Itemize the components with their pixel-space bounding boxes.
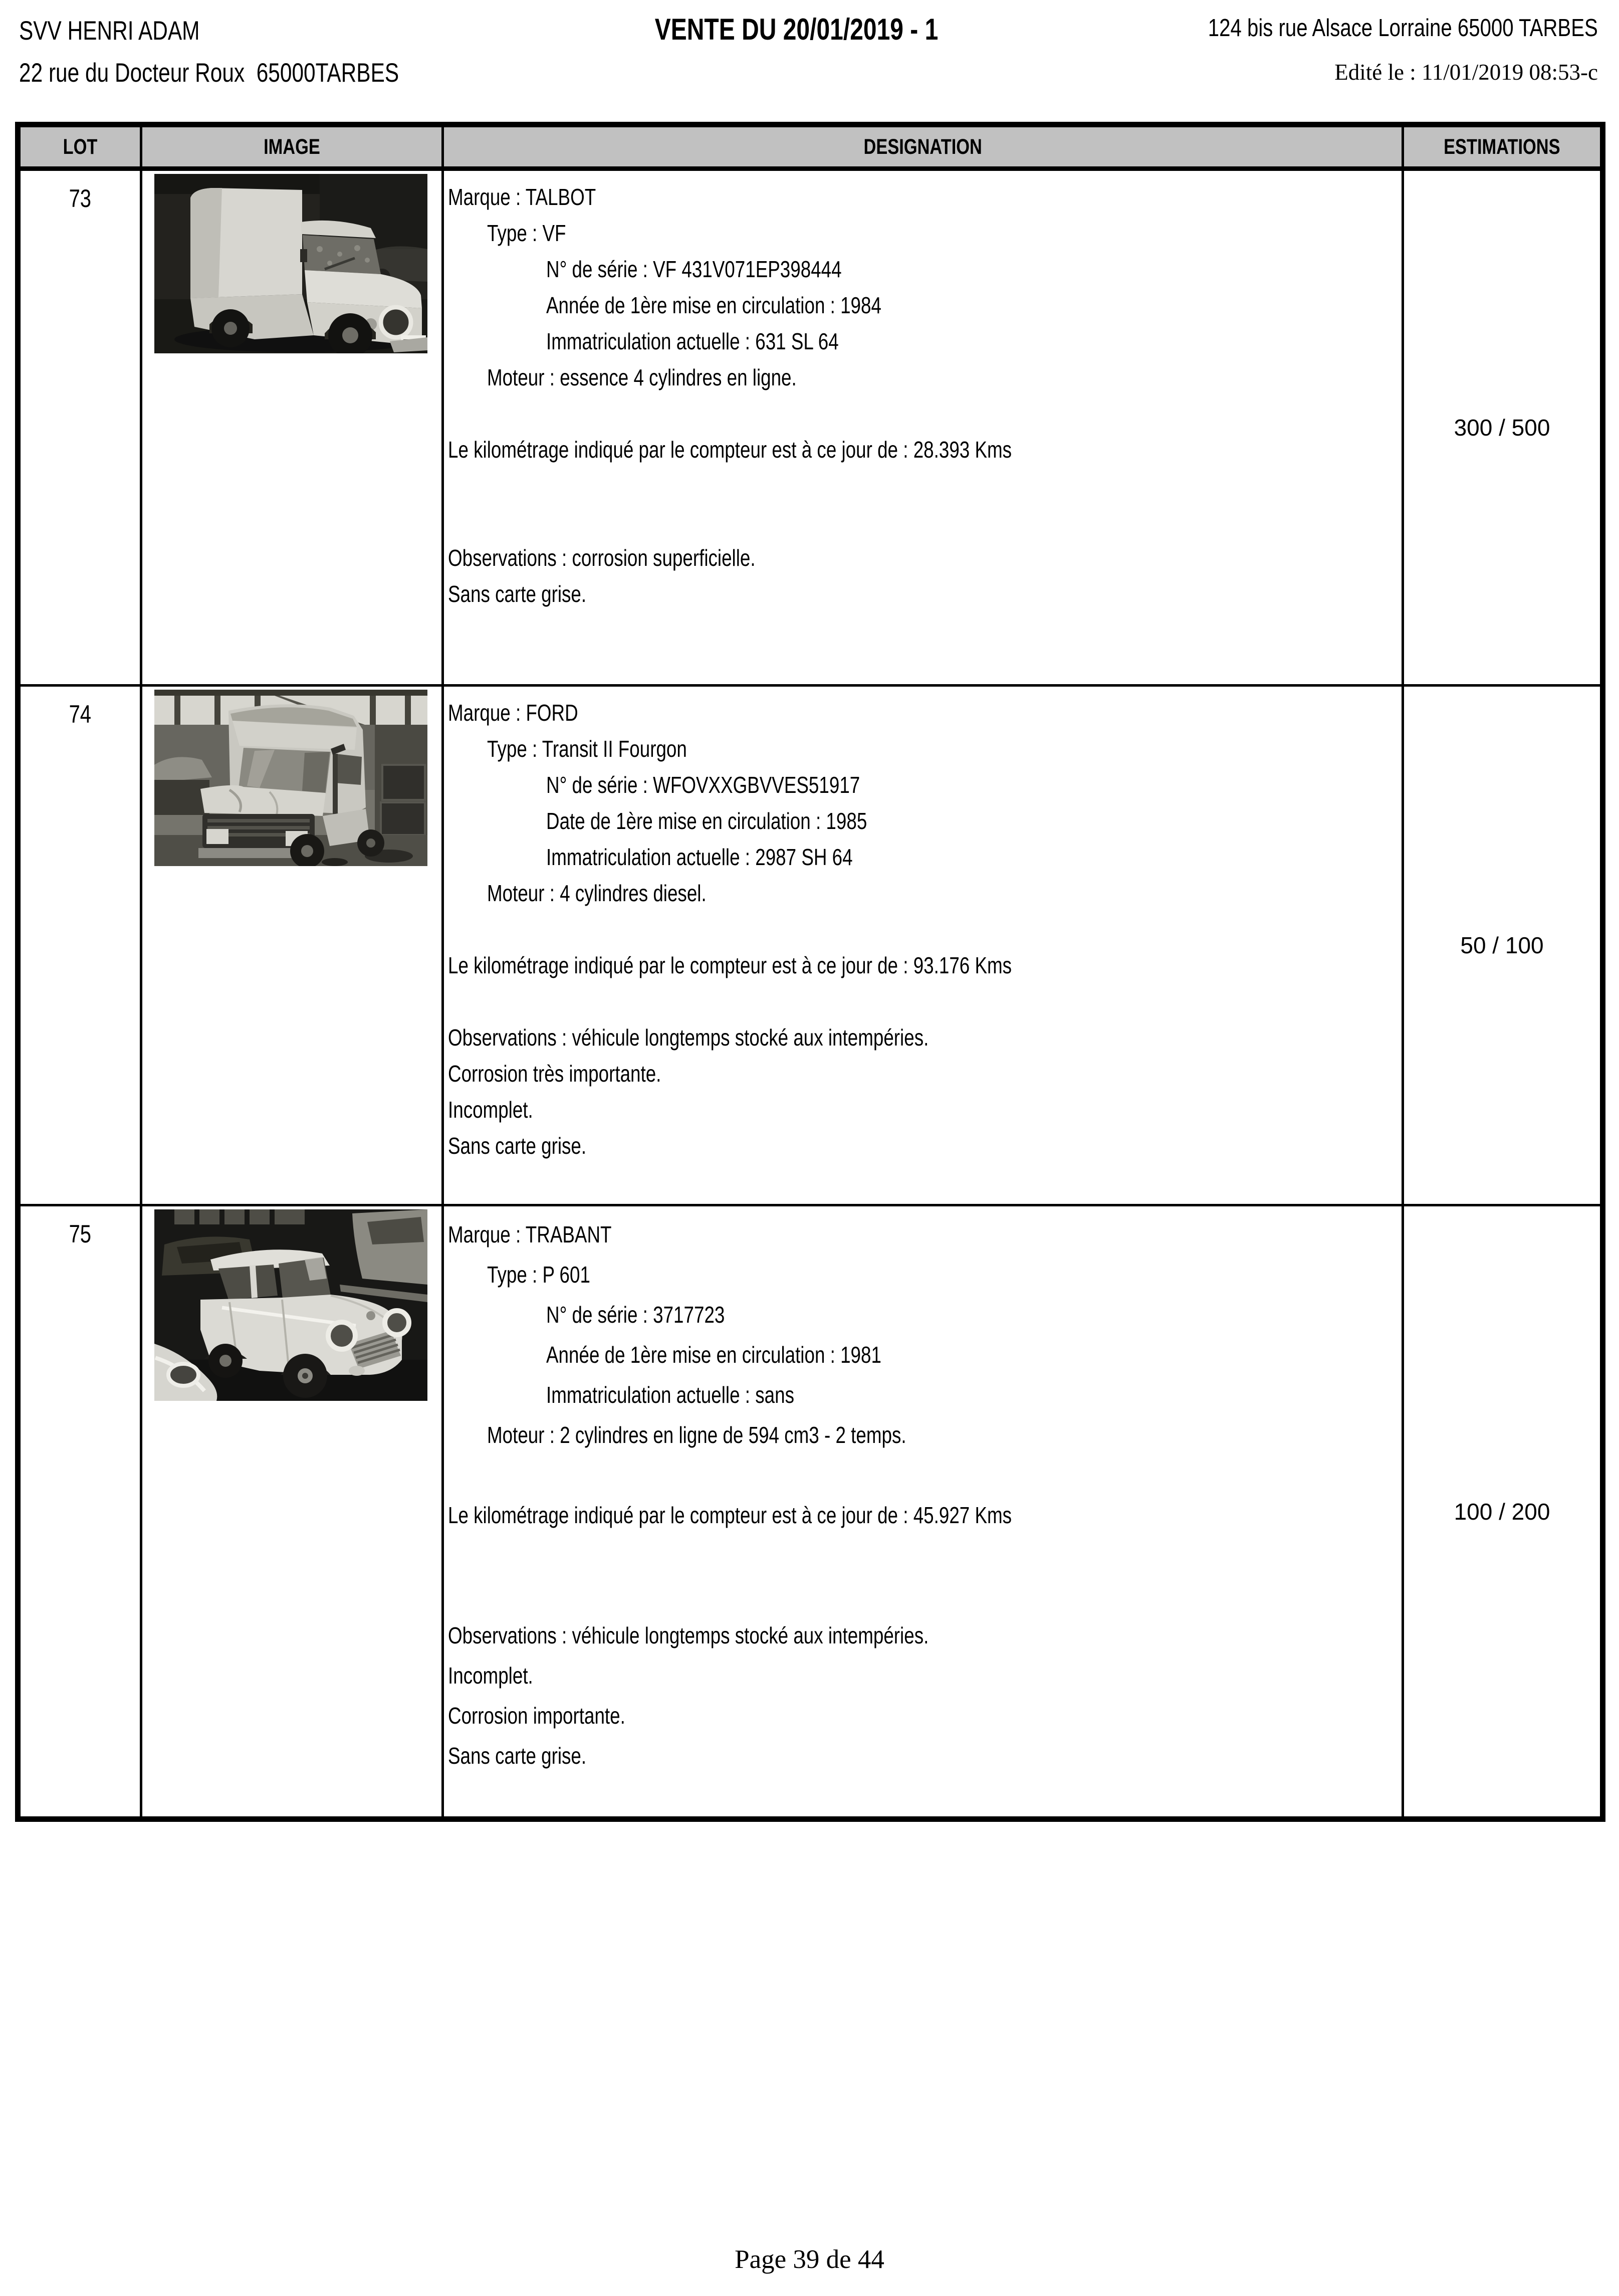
designation-line: Marque : TRABANT xyxy=(448,1221,612,1247)
designation-line xyxy=(448,1575,1204,1615)
designation-line: Immatriculation actuelle : 631 SL 64 xyxy=(546,328,839,354)
footer xyxy=(0,2244,1619,2274)
lot-designation-cell xyxy=(443,686,1403,1205)
edited-date: Edité le : 11/01/2019 08:53-c xyxy=(1334,60,1598,85)
table-header-row xyxy=(18,125,1603,169)
designation-line: Année de 1ère mise en circulation : 1981 xyxy=(546,1342,881,1368)
lot-number: 73 xyxy=(69,184,92,213)
designation-line: Observations : corrosion superficielle. xyxy=(448,545,756,571)
lot-number-cell xyxy=(18,169,141,686)
lot-row-73 xyxy=(18,169,1603,686)
lot-estimation: 50 / 100 xyxy=(1403,686,1603,1205)
sale-title: VENTE DU 20/01/2019 - 1 xyxy=(655,13,939,46)
designation-line: Immatriculation actuelle : 2987 SH 64 xyxy=(546,844,853,870)
designation-line: Type : VF xyxy=(487,220,566,246)
designation-line: Année de 1ère mise en circulation : 1984 xyxy=(546,292,881,318)
designation-line: Date de 1ère mise en circulation : 1985 xyxy=(546,808,867,834)
designation-line: Sans carte grise. xyxy=(448,1133,587,1159)
designation-line: N° de série : 3717723 xyxy=(546,1302,725,1328)
designation-line: Sans carte grise. xyxy=(448,1743,587,1769)
lot-row-74 xyxy=(18,686,1603,1205)
designation-line: Type : P 601 xyxy=(487,1262,590,1288)
lot-photo-talbot-van xyxy=(154,174,427,353)
company-address: 22 rue du Docteur Roux 65000TARBES xyxy=(19,58,399,88)
lot-number-cell xyxy=(18,1205,141,1819)
designation-line: N° de série : WFOVXXGBVVES51917 xyxy=(546,772,860,798)
lot-designation-cell xyxy=(443,169,1403,686)
lot-number: 75 xyxy=(69,1220,92,1248)
designation-line xyxy=(448,504,1204,540)
designation-line: Sans carte grise. xyxy=(448,581,587,607)
designation-line: Marque : TALBOT xyxy=(448,184,596,210)
designation-line: Marque : FORD xyxy=(448,700,578,726)
designation-line xyxy=(448,395,1204,432)
col-header-estimations: ESTIMATIONS xyxy=(1403,125,1603,169)
lot-photo-trabant xyxy=(154,1209,427,1401)
lot-number: 74 xyxy=(69,700,92,728)
designation-line: Immatriculation actuelle : sans xyxy=(546,1382,794,1408)
col-header-image: IMAGE xyxy=(141,125,443,169)
designation-line: Le kilométrage indiqué par le compteur est à ce jour de : 28.393 Kms xyxy=(448,437,1012,463)
designation-line: Moteur : 4 cylindres diesel. xyxy=(487,880,707,906)
designation-line: Corrosion très importante. xyxy=(448,1061,661,1087)
venue-address: 124 bis rue Alsace Lorraine 65000 TARBES xyxy=(1208,15,1598,42)
lots-table xyxy=(15,122,1605,1822)
designation-line xyxy=(448,468,1204,504)
designation-line: Le kilométrage indiqué par le compteur est à ce jour de : 45.927 Kms xyxy=(448,1502,1012,1528)
header-right xyxy=(1122,14,1598,85)
lot-image-cell xyxy=(141,169,443,686)
page-number: Page 39 de 44 xyxy=(735,2245,884,2274)
col-header-designation: DESIGNATION xyxy=(443,125,1403,169)
lot-photo-ford-transit xyxy=(154,690,427,866)
designation-line xyxy=(448,983,1204,1019)
designation-line: Moteur : essence 4 cylindres en ligne. xyxy=(487,364,797,390)
designation-line: Moteur : 2 cylindres en ligne de 594 cm3 - 2 temps. xyxy=(487,1422,906,1448)
lot-number-cell xyxy=(18,686,141,1205)
designation-line: Observations : véhicule longtemps stocké aux intempéries. xyxy=(448,1024,929,1051)
designation-line: Le kilométrage indiqué par le compteur est à ce jour de : 93.176 Kms xyxy=(448,952,1012,978)
lot-estimation: 300 / 500 xyxy=(1403,169,1603,686)
designation-line: N° de série : VF 431V071EP398444 xyxy=(546,256,842,282)
designation-line: Corrosion importante. xyxy=(448,1703,625,1729)
designation-line xyxy=(448,911,1204,947)
lot-estimation: 100 / 200 xyxy=(1403,1205,1603,1819)
designation-line: Incomplet. xyxy=(448,1662,533,1689)
lot-image-cell xyxy=(141,686,443,1205)
lot-image-cell xyxy=(141,1205,443,1819)
designation-line: Type : Transit II Fourgon xyxy=(487,736,687,762)
col-header-lot: LOT xyxy=(18,125,141,169)
designation-line: Observations : véhicule longtemps stocké aux intempéries. xyxy=(448,1622,929,1648)
lot-row-75 xyxy=(18,1205,1603,1819)
company-name: SVV HENRI ADAM xyxy=(19,16,200,46)
designation-line xyxy=(448,1535,1204,1575)
designation-line xyxy=(448,1455,1204,1495)
designation-line: Incomplet. xyxy=(448,1097,533,1123)
lot-designation-cell xyxy=(443,1205,1403,1819)
